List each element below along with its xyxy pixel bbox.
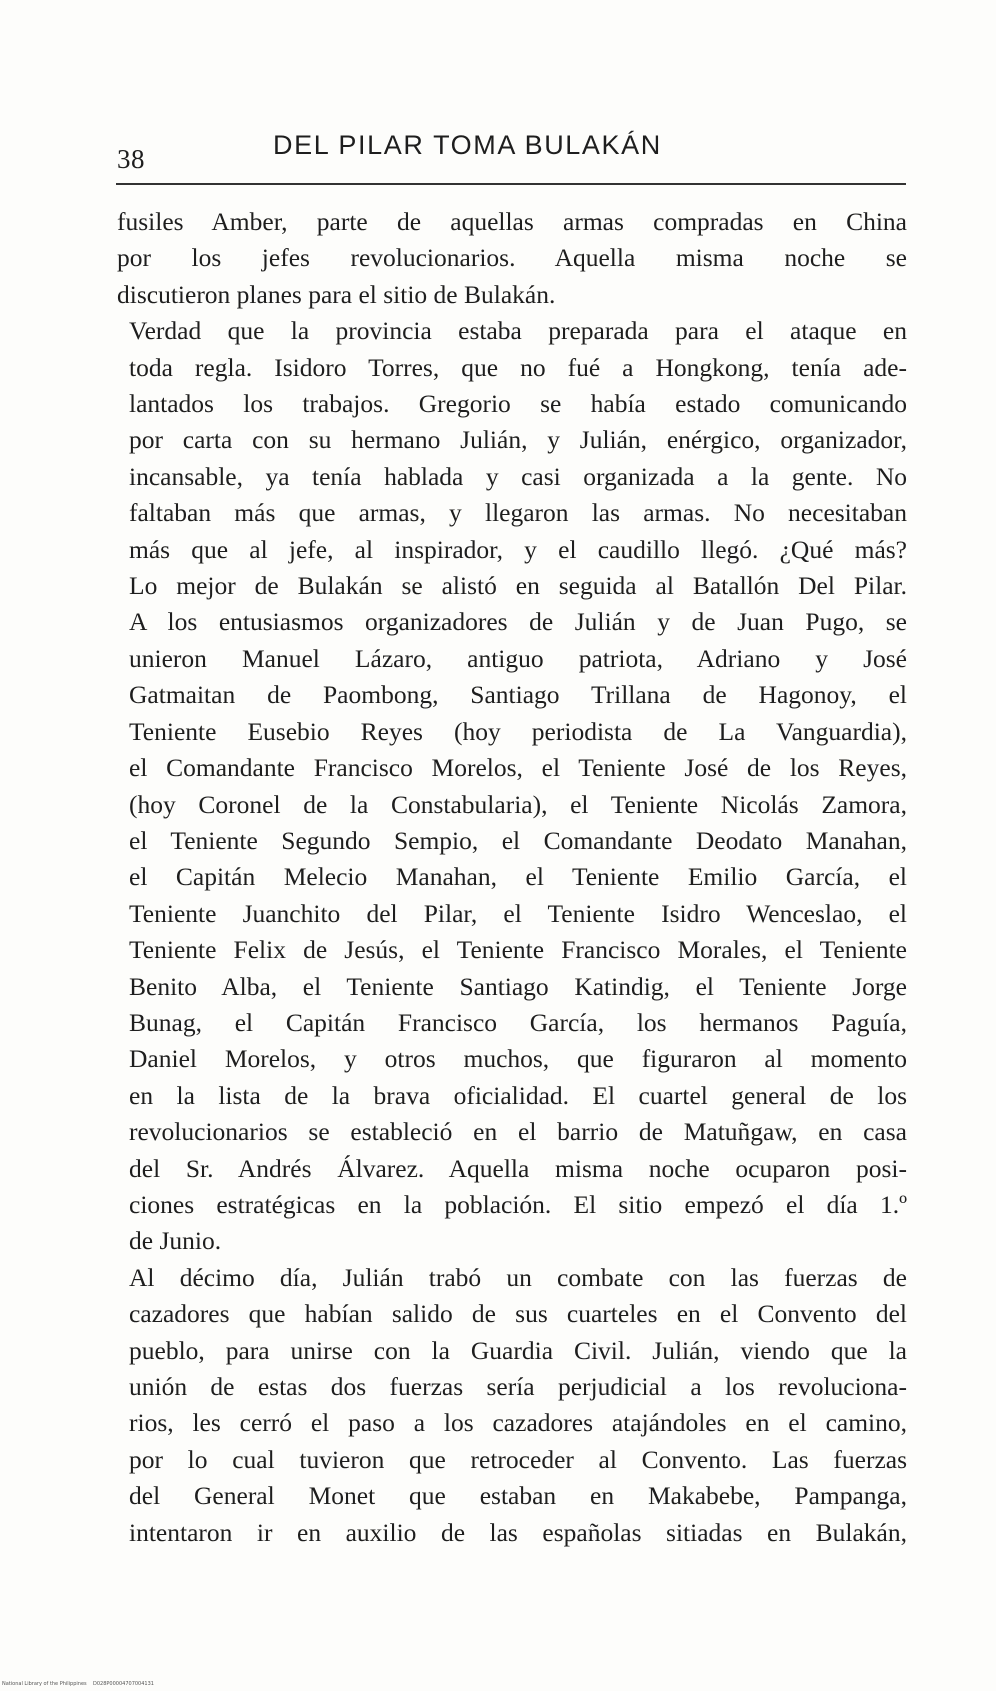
text-line: de Junio. [129, 1226, 222, 1256]
library-credit: National Library of the Philippines [2, 1681, 87, 1687]
text-line: por los jefes revolucionarios. Aquella misma noche se [117, 243, 907, 273]
text-line: el Teniente Segundo Sempio, el Comandante Deodato Manahan, [129, 825, 907, 855]
page-number: 38 [117, 144, 145, 174]
text-line: Verdad que la provincia estaba preparada para el ataque en [129, 316, 907, 346]
text-line: faltaban más que armas, y llegaron las armas. No necesitaban [129, 498, 907, 528]
text-line: Teniente Eusebio Reyes (hoy periodista de La Vanguardia), [129, 716, 907, 746]
text-line: del Sr. Andrés Álvarez. Aquella misma noche ocuparon posi- [129, 1153, 907, 1183]
text-line: incansable, ya tenía hablada y casi organizada a la gente. No [129, 461, 907, 491]
text-line: Benito Alba, el Teniente Santiago Katindig, el Teniente Jorge [129, 971, 907, 1001]
text-line: intentaron ir en auxilio de las españolas sitiadas en Bulakán, [129, 1517, 907, 1547]
paragraph-2 [117, 313, 907, 1260]
text-line: lantados los trabajos. Gregorio se había estado comunicando [129, 389, 907, 419]
text-line: ciones estratégicas en la población. El sitio empezó el día 1.º [129, 1189, 907, 1219]
text-line: Teniente Felix de Jesús, el Teniente Francisco Morales, el Teniente [129, 935, 907, 965]
text-line: más que al jefe, al inspirador, y el caudillo llegó. ¿Qué más? [129, 534, 907, 564]
paragraph-1 [117, 204, 907, 313]
text-line: Gatmaitan de Paombong, Santiago Trillana de Hagonoy, el [129, 680, 907, 710]
text-line: Teniente Juanchito del Pilar, el Teniente Isidro Wenceslao, el [129, 898, 907, 928]
scan-id: D028P00004707004131 [93, 1681, 154, 1687]
text-line: del General Monet que estaban en Makabebe, Pampanga, [129, 1481, 907, 1511]
scan-footer [2, 1681, 154, 1687]
text-line: el Comandante Francisco Morelos, el Teniente José de los Reyes, [129, 753, 907, 783]
paragraph-3 [117, 1260, 907, 1551]
text-line: discutieron planes para el sitio de Bulakán. [117, 279, 556, 309]
text-line: por lo cual tuvieron que retroceder al Convento. Las fuerzas [129, 1444, 907, 1474]
text-line: A los entusiasmos organizadores de Julián y de Juan Pugo, se [129, 607, 907, 637]
text-line: en la lista de la brava oficialidad. El cuartel general de los [129, 1080, 907, 1110]
page-header [117, 130, 907, 180]
text-line: pueblo, para unirse con la Guardia Civil. Julián, viendo que la [129, 1335, 907, 1365]
text-line: por carta con su hermano Julián, y Julián, enérgico, organizador, [129, 425, 907, 455]
text-line: Daniel Morelos, y otros muchos, que figuraron al momento [129, 1044, 907, 1074]
text-line: Al décimo día, Julián trabó un combate con las fuerzas de [129, 1262, 907, 1292]
text-line: cazadores que habían salido de sus cuarteles en el Convento del [129, 1299, 907, 1329]
text-line: fusiles Amber, parte de aquellas armas compradas en China [117, 207, 907, 236]
text-line: Bunag, el Capitán Francisco García, los hermanos Paguía, [129, 1007, 907, 1037]
text-line: unión de estas dos fuerzas sería perjudicial a los revoluciona- [129, 1372, 907, 1401]
text-line: unieron Manuel Lázaro, antiguo patriota, Adriano y José [129, 643, 907, 673]
header-rule [116, 183, 906, 185]
running-head: DEL PILAR TOMA BULAKÁN [273, 130, 662, 160]
text-line: Lo mejor de Bulakán se alistó en seguida al Batallón Del Pilar. [129, 571, 907, 601]
text-line: revolucionarios se estableció en el barrio de Matuñgaw, en casa [129, 1117, 907, 1147]
text-line: toda regla. Isidoro Torres, que no fué a Hongkong, tenía ade- [129, 352, 907, 382]
text-line: rios, les cerró el paso a los cazadores atajándoles en el camino, [129, 1408, 907, 1438]
text-line: (hoy Coronel de la Constabularia), el Teniente Nicolás Zamora, [129, 789, 907, 819]
text-line: el Capitán Melecio Manahan, el Teniente Emilio García, el [129, 862, 907, 892]
body-text [117, 204, 907, 1551]
